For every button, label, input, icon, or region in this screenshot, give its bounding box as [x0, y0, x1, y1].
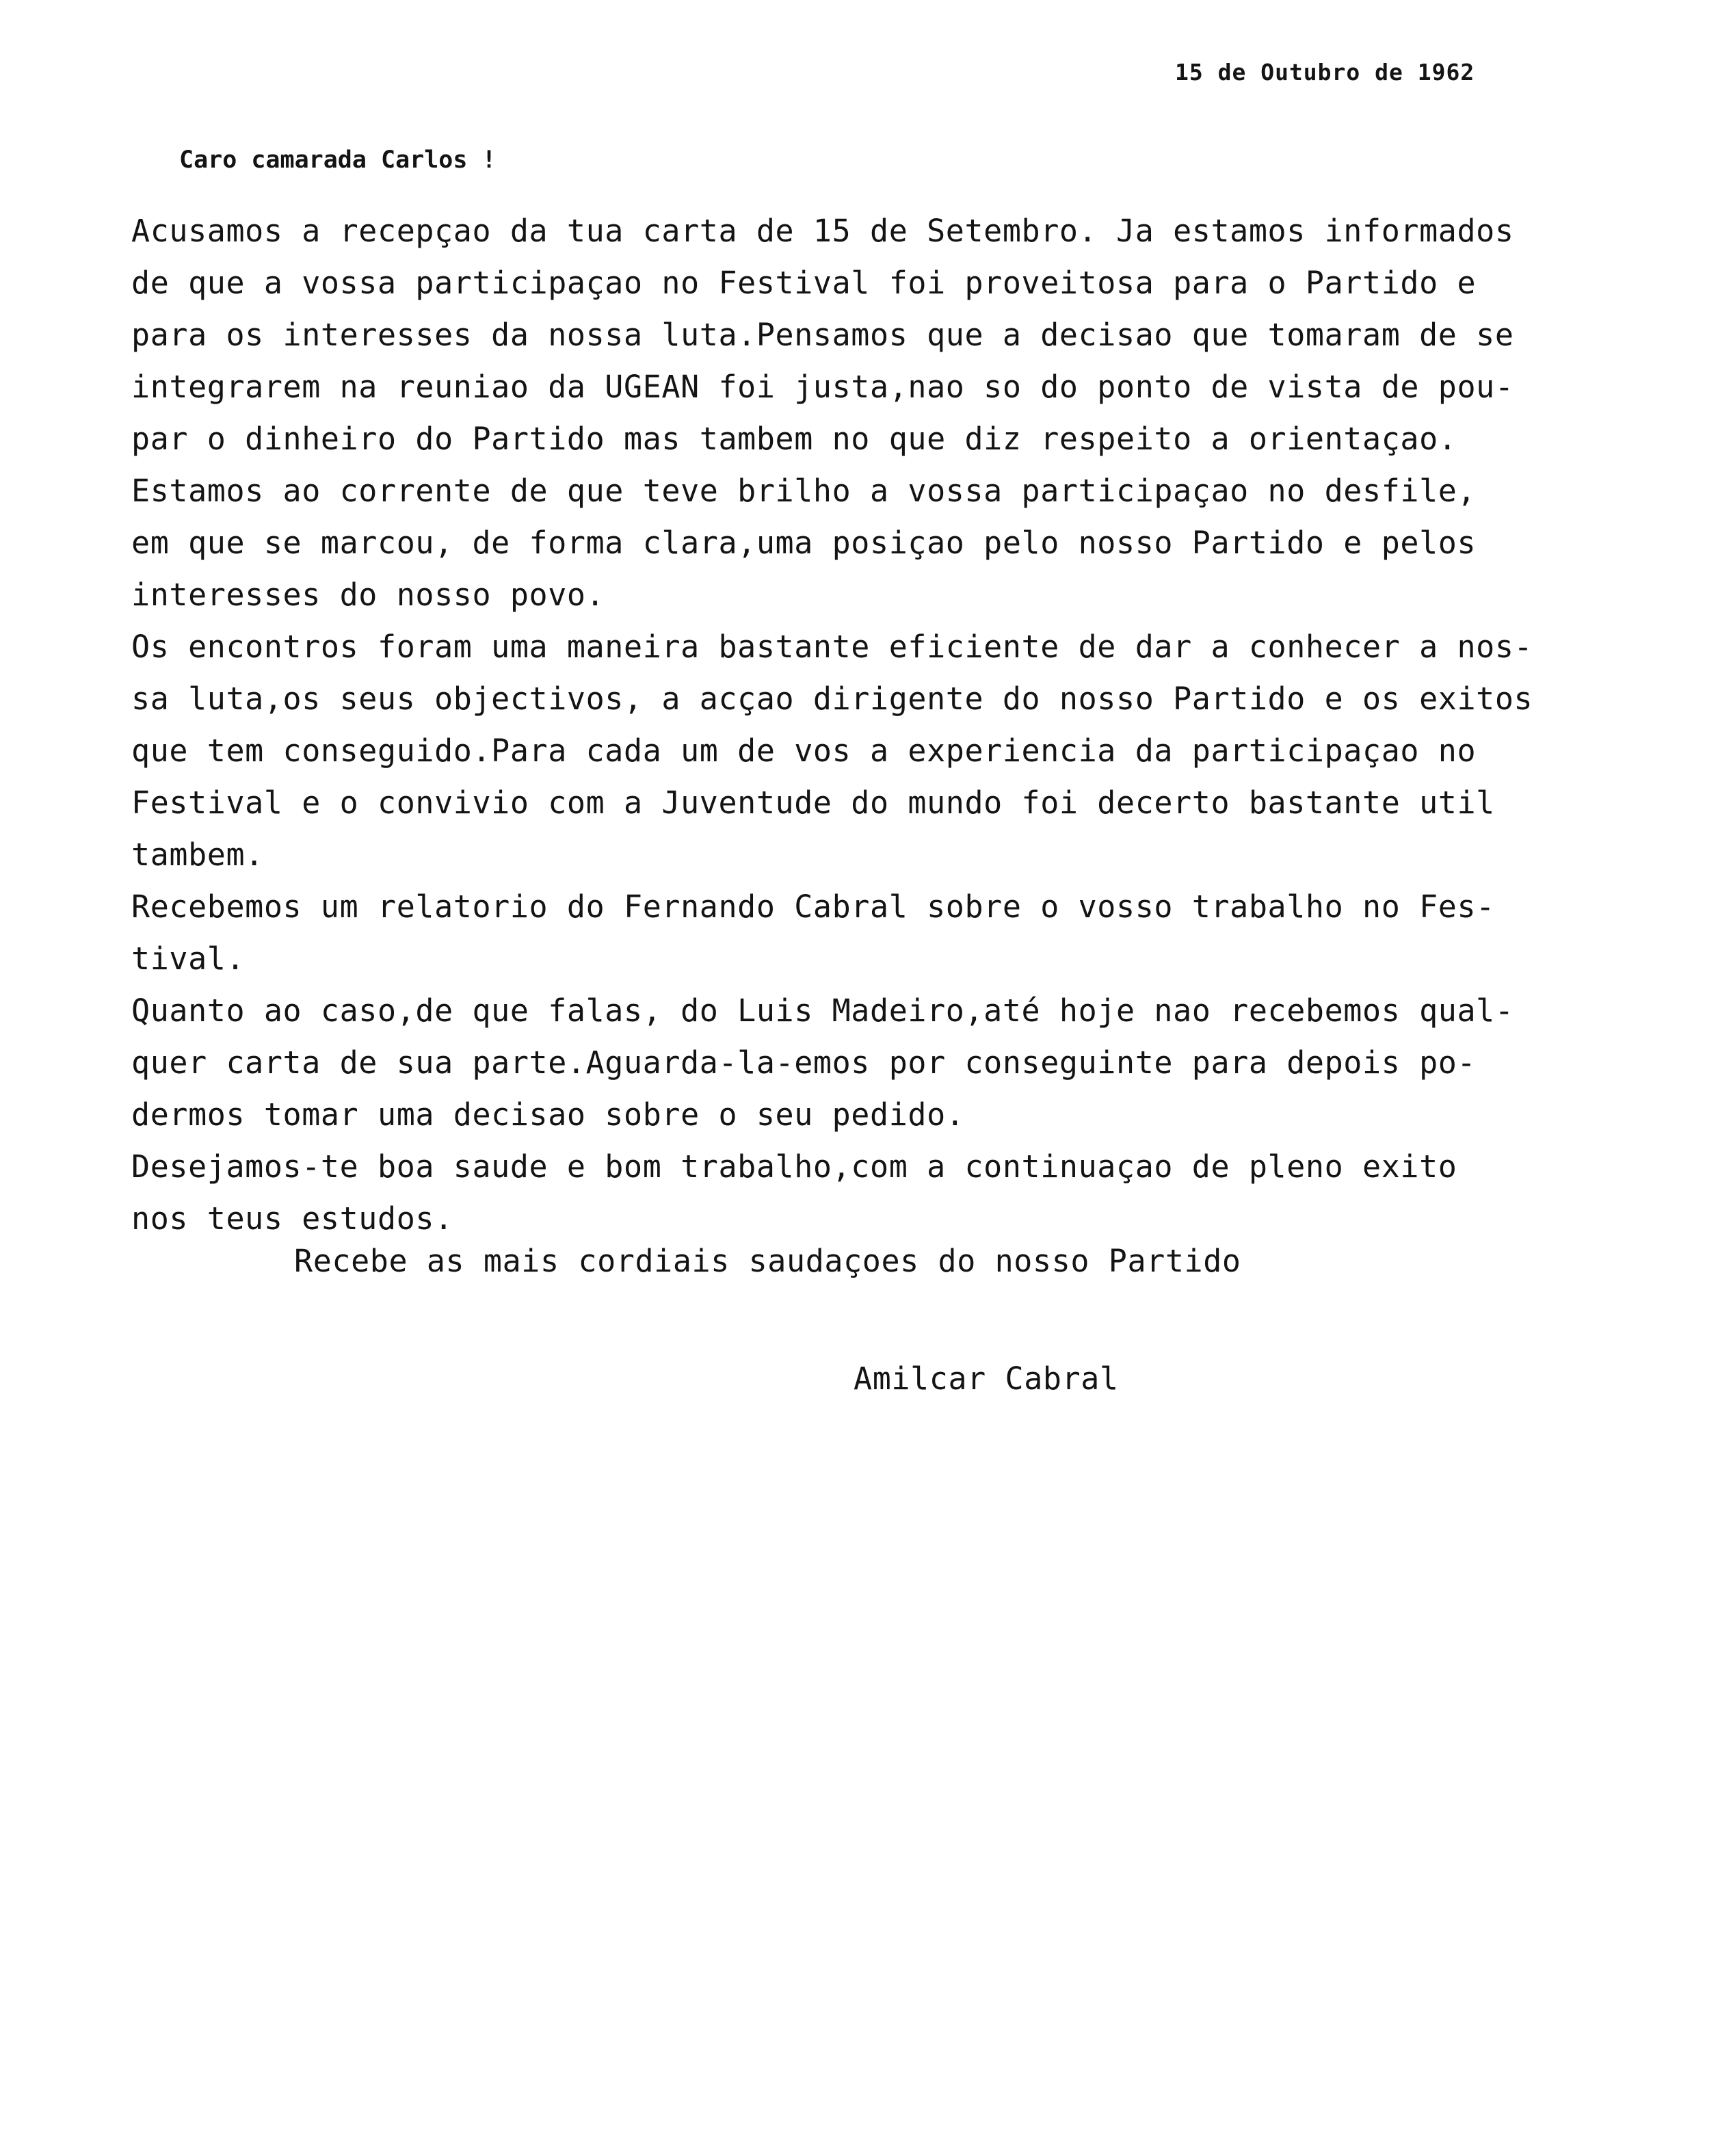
body-line: Recebemos um relatorio do Fernando Cabral sobre o vosso trabalho no Fes- [131, 889, 1495, 925]
body-line: quer carta de sua parte.Aguarda-la-emos por conseguinte para depois po- [131, 1044, 1477, 1081]
body-line: para os interesses da nossa luta.Pensamos que a decisao que tomaram de se [131, 317, 1514, 353]
letter-salutation: Caro camarada Carlos ! [179, 146, 497, 174]
body-line: Estamos ao corrente de que teve brilho a vossa participaçao no desfile, [131, 473, 1477, 509]
body-line: Quanto ao caso,de que falas, do Luis Madeiro,até hoje nao recebemos qual- [131, 992, 1514, 1029]
letter-body [131, 205, 1691, 1245]
body-line: par o dinheiro do Partido mas tambem no que diz respeito a orientaçao. [131, 421, 1457, 457]
body-line: Festival e o convivio com a Juventude do mundo foi decerto bastante util [131, 785, 1495, 821]
body-line: Desejamos-te boa saude e bom trabalho,com a continuaçao de pleno exito [131, 1148, 1457, 1185]
letter-signature: Amilcar Cabral [854, 1360, 1119, 1397]
body-line: tambem. [131, 837, 264, 873]
body-line: nos teus estudos. [131, 1200, 453, 1237]
body-line: Acusamos a recepçao da tua carta de 15 de Setembro. Ja estamos informados [131, 213, 1514, 249]
body-line: que tem conseguido.Para cada um de vos a experiencia da participaçao no [131, 733, 1477, 769]
body-line: tival. [131, 941, 246, 977]
body-line: Os encontros foram uma maneira bastante eficiente de dar a conhecer a nos- [131, 629, 1533, 665]
body-line: em que se marcou, de forma clara,uma posiçao pelo nosso Partido e pelos [131, 525, 1477, 561]
letter-date: 15 de Outubro de 1962 [1175, 59, 1475, 86]
body-line: sa luta,os seus objectivos, a acçao dirigente do nosso Partido e os exitos [131, 681, 1533, 717]
body-line: interesses do nosso povo. [131, 577, 605, 613]
body-line: integrarem na reuniao da UGEAN foi justa,nao so do ponto de vista de pou- [131, 369, 1514, 405]
letter-closing: Recebe as mais cordiais saudaçoes do nosso Partido [294, 1243, 1241, 1279]
body-line: dermos tomar uma decisao sobre o seu pedido. [131, 1096, 965, 1133]
body-line: de que a vossa participaçao no Festival foi proveitosa para o Partido e [131, 265, 1477, 301]
